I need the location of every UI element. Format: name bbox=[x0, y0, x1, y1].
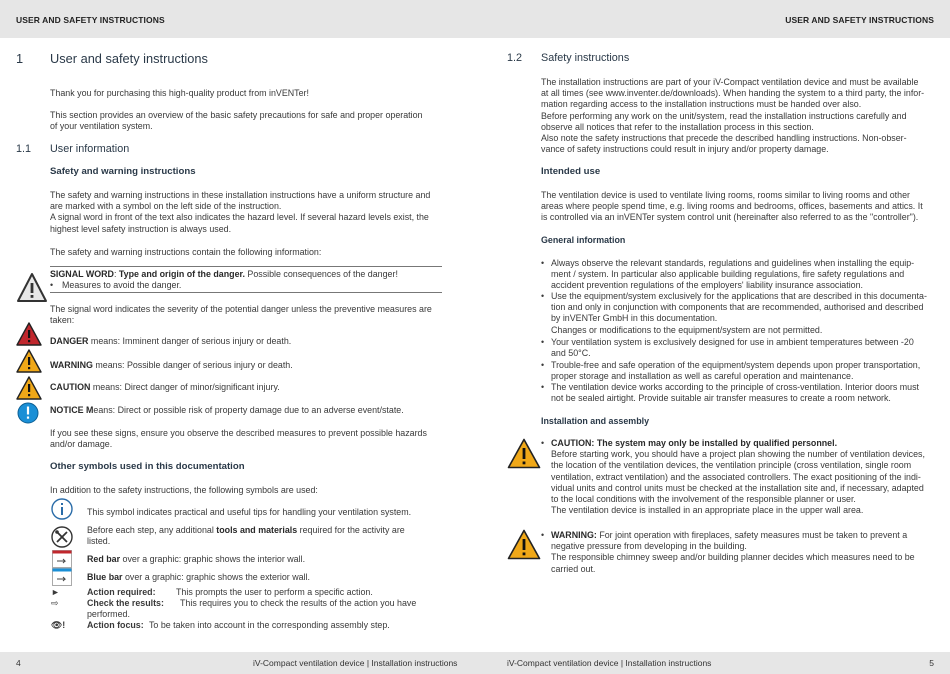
caution-line: Before starting work, you should have a project plan showing the number of ventilation devices, bbox=[551, 449, 925, 460]
intended-use-paragraph bbox=[541, 190, 923, 224]
installation-assembly-heading: Installation and assembly bbox=[541, 416, 650, 426]
paragraph-line: vance of safety instructions could result in injury and/or property damage. bbox=[541, 144, 829, 155]
danger-line bbox=[50, 336, 291, 347]
header-left: USER AND SAFETY INSTRUCTIONS bbox=[16, 15, 165, 25]
intro-overview-line: of your ventilation system. bbox=[50, 121, 153, 132]
action-required-text: This prompts the user to perform a specific action. bbox=[176, 587, 373, 597]
footer-right-text: iV-Compact ventilation device | Installation instructions bbox=[507, 658, 712, 668]
warning-bullet: • bbox=[541, 530, 545, 540]
blue-bar-text bbox=[87, 572, 310, 583]
section-1-number: 1 bbox=[16, 51, 24, 66]
caution-warning-icon bbox=[507, 438, 541, 469]
list-bullet: • bbox=[541, 291, 545, 301]
paragraph-line: The safety and warning instructions in these installation instructions have a uniform structure and bbox=[50, 190, 431, 200]
intro-overview bbox=[50, 110, 422, 132]
check-results-line2: performed. bbox=[87, 609, 130, 619]
footer-left-text: iV-Compact ventilation device | Installation instructions bbox=[253, 658, 458, 668]
paragraph-line: A signal word in front of the text also indicates the hazard level. If several hazard levels exist, the bbox=[50, 212, 429, 223]
warning-triangle-icon bbox=[507, 529, 541, 560]
signal-consequence: Possible consequences of the danger! bbox=[244, 269, 398, 279]
warning-first: For joint operation with fireplaces, safety measures must be taken to prevent a bbox=[596, 530, 908, 540]
warning-line bbox=[50, 360, 293, 371]
paragraph-line: The ventilation device is used to ventilate living rooms, rooms similar to living rooms and other bbox=[541, 190, 910, 200]
safety-contents-intro: The safety and warning instructions contain the following information: bbox=[50, 247, 322, 257]
safety-warning-paragraph bbox=[50, 190, 430, 235]
warning-word: WARNING bbox=[50, 360, 93, 370]
warning-block bbox=[551, 530, 915, 575]
list-item bbox=[551, 337, 914, 359]
action-focus-text: To be taken into account in the corresponding assembly step. bbox=[149, 620, 390, 630]
signal-word-line bbox=[50, 269, 398, 280]
notice-text: eans: Direct or possible risk of property damage due to an adverse event/state. bbox=[93, 405, 404, 415]
check-arrow-icon: ⇨ bbox=[51, 598, 59, 608]
tools-post: required for the activity are bbox=[297, 525, 405, 535]
danger-word: DANGER bbox=[50, 336, 89, 346]
signal-colon: : bbox=[113, 269, 119, 279]
paragraph-line: The signal word indicates the severity of the potential danger unless the preventive measures are bbox=[50, 304, 432, 314]
list-line: not be sealed airtight. Provide suitable air transfer measures to create a room network. bbox=[551, 393, 891, 404]
red-bar-icon bbox=[52, 550, 72, 568]
general-information-heading: General information bbox=[541, 235, 626, 245]
section-1-1-number: 1.1 bbox=[16, 143, 32, 155]
warning-line: The responsible chimney sweep and/or building planner decides which measures need to be bbox=[551, 552, 915, 563]
caution-head: CAUTION: The system may only be installed by qualified personnel. bbox=[551, 438, 838, 448]
paragraph-line: Also note the safety instructions that precede the described handling instructions. Non-obser- bbox=[541, 133, 907, 144]
list-line: Changes or modifications to the equipment/system are not permitted. bbox=[551, 324, 823, 335]
tools-line2: listed. bbox=[87, 536, 111, 547]
signal-danger-type: Type and origin of the danger. bbox=[118, 269, 245, 279]
observe-measures-paragraph bbox=[50, 428, 427, 450]
other-symbols-intro: In addition to the safety instructions, the following symbols are used: bbox=[50, 485, 318, 495]
list-line: ment / system. In particular also applicable building regulations, fire safety regulations and bbox=[551, 269, 905, 280]
safety-instructions-paragraph bbox=[541, 77, 924, 155]
action-required-label: Action required: bbox=[87, 587, 156, 597]
paragraph-line: If you see these signs, ensure you observe the described measures to prevent possible hazards bbox=[50, 428, 427, 438]
section-1-2-title: Safety instructions bbox=[541, 52, 630, 64]
info-symbol-text: This symbol indicates practical and useful tips for handling your ventilation system. bbox=[87, 507, 412, 517]
list-item bbox=[551, 258, 914, 292]
list-bullet: • bbox=[541, 337, 545, 347]
list-line: Your ventilation system is exclusively designed for use in ambient temperatures between -20 bbox=[551, 337, 914, 347]
list-line: Trouble-free and safe operation of the equipment/system depends upon proper transportation, bbox=[551, 360, 921, 370]
caution-word: CAUTION bbox=[50, 382, 91, 392]
caution-line: vidual units and control units must be checked at the installation site and, if necessary, adapted bbox=[551, 482, 924, 493]
paragraph-line: areas where people spend time, e.g. living rooms and bedrooms, offices, basements and attics. It bbox=[541, 201, 923, 212]
list-bullet: • bbox=[541, 360, 545, 370]
action-focus-label: Action focus: bbox=[87, 620, 144, 630]
paragraph-line: is controlled via an inVENTer system control unit (hereinafter also referred to as the "controller"). bbox=[541, 212, 919, 223]
warning-icon bbox=[16, 349, 42, 373]
page-footer bbox=[0, 652, 950, 674]
intro-overview-line: This section provides an overview of the basic safety precautions for safe and proper operation bbox=[50, 110, 423, 120]
danger-text: means: Imminent danger of serious injury or death. bbox=[88, 336, 292, 346]
tools-icon bbox=[51, 526, 73, 548]
list-line: Always observe the relevant standards, regulations and guidelines when installing the equip- bbox=[551, 258, 915, 268]
danger-icon bbox=[16, 322, 42, 346]
general-warning-icon bbox=[16, 272, 48, 304]
list-item bbox=[551, 291, 927, 336]
paragraph-line: mation regarding access to the installation instructions must be handed over also. bbox=[541, 99, 862, 110]
blue-bar-icon bbox=[52, 568, 72, 586]
warning-line: negative pressure from developing in the building. bbox=[551, 541, 747, 552]
check-results-label: Check the results: bbox=[87, 598, 164, 608]
list-line: proper storage and installation as well as careful operation and maintenance. bbox=[551, 371, 854, 382]
caution-line: The ventilation device is installed in an appropriate place in the upper wall area. bbox=[551, 505, 864, 516]
caution-bullet: • bbox=[541, 438, 545, 448]
list-line: Use the equipment/system exclusively for the applications that are described in this documenta- bbox=[551, 291, 927, 301]
section-1-1-title: User information bbox=[50, 143, 130, 155]
notice-icon bbox=[17, 402, 39, 424]
list-line: and 50°C. bbox=[551, 348, 591, 359]
list-line: The ventilation device works according to the principle of cross-ventilation. Interior doors must bbox=[551, 382, 919, 392]
intro-thanks: Thank you for purchasing this high-quality product from inVENTer! bbox=[50, 88, 309, 98]
caution-line: ventilation, extract ventilation) and the associated controllers. The exact positioning of the indi- bbox=[551, 471, 921, 482]
page-header bbox=[0, 0, 950, 38]
notice-word: NOTICE M bbox=[50, 405, 94, 415]
notice-line bbox=[50, 405, 404, 416]
section-1-2-number: 1.2 bbox=[507, 52, 523, 64]
signal-box-top-rule bbox=[50, 266, 442, 267]
paragraph-line: at all times (see www.inventer.de/downloads). When handing the system to a third party, the infor- bbox=[541, 88, 925, 99]
warning-text: means: Possible danger of serious injury or death. bbox=[92, 360, 293, 370]
list-item bbox=[551, 360, 920, 382]
paragraph-line: taken: bbox=[50, 315, 75, 326]
footer-page-left: 4 bbox=[16, 658, 21, 668]
signal-measure: Measures to avoid the danger. bbox=[62, 280, 182, 290]
warning-line: carried out. bbox=[551, 563, 596, 574]
caution-line: to the local conditions with the involvement of the responsible planner or user. bbox=[551, 494, 856, 505]
list-line: tion and only in conjunction with components that are recommended, authorised and described bbox=[551, 302, 924, 313]
red-bar-bold: Red bar bbox=[87, 554, 121, 564]
caution-text: means: Direct danger of minor/significant injury. bbox=[90, 382, 280, 392]
red-bar-desc: over a graphic: graphic shows the interior wall. bbox=[120, 554, 306, 564]
eye-focus-icon: 👁! bbox=[51, 620, 66, 630]
caution-block bbox=[551, 438, 925, 516]
paragraph-line: Before performing any work on the unit/system, read the installation instructions carefully and bbox=[541, 110, 907, 121]
paragraph-line: are marked with a symbol on the left side of the instruction. bbox=[50, 201, 282, 212]
signal-word: SIGNAL WORD bbox=[50, 269, 114, 279]
intended-use-heading: Intended use bbox=[541, 166, 601, 177]
tools-symbol-text bbox=[87, 525, 405, 547]
list-bullet: • bbox=[541, 258, 545, 268]
footer-page-right: 5 bbox=[929, 658, 934, 668]
safety-warning-heading: Safety and warning instructions bbox=[50, 166, 196, 177]
info-icon bbox=[51, 498, 73, 520]
blue-bar-bold: Blue bar bbox=[87, 572, 123, 582]
paragraph-line: The installation instructions are part of your iV-Compact ventilation device and must be available bbox=[541, 77, 919, 87]
check-results-text: This requires you to check the results of the action you have bbox=[180, 598, 417, 608]
caution-line bbox=[50, 382, 280, 393]
paragraph-line: highest level safety instruction is always used. bbox=[50, 223, 232, 234]
signal-severity-paragraph bbox=[50, 304, 432, 326]
warning-head: WARNING: bbox=[551, 530, 597, 540]
header-right: USER AND SAFETY INSTRUCTIONS bbox=[785, 15, 934, 25]
signal-box-bottom-rule bbox=[50, 292, 442, 293]
caution-icon bbox=[16, 376, 42, 400]
caution-line: the location of the ventilation devices, the ventilation principle (cross ventilation, single room bbox=[551, 460, 912, 471]
tools-pre: Before each step, any additional bbox=[87, 525, 217, 535]
list-bullet: • bbox=[541, 382, 545, 392]
list-item bbox=[551, 382, 919, 404]
paragraph-line: and/or damage. bbox=[50, 439, 113, 450]
list-line: by inVENTer GmbH in this documentation. bbox=[551, 313, 718, 324]
section-1-title: User and safety instructions bbox=[50, 51, 208, 66]
action-arrow-icon: ► bbox=[51, 587, 60, 597]
blue-bar-desc: over a graphic: graphic shows the exterior wall. bbox=[122, 572, 310, 582]
signal-bullet: • bbox=[50, 280, 54, 290]
red-bar-text bbox=[87, 554, 305, 565]
tools-bold: tools and materials bbox=[216, 525, 298, 535]
other-symbols-heading: Other symbols used in this documentation bbox=[50, 461, 245, 472]
list-line: accident prevention regulations of the employers' liability insurance association. bbox=[551, 280, 863, 291]
paragraph-line: observe all notices that refer to the installation process in this section. bbox=[541, 121, 814, 132]
